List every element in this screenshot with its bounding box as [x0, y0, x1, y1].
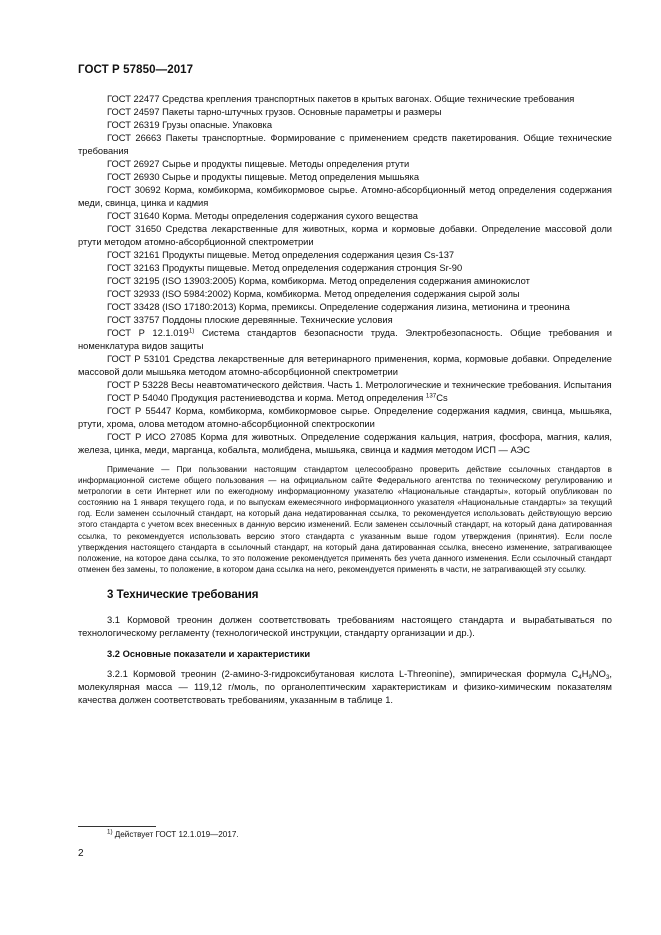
reference-entry: ГОСТ 32161 Продукты пищевые. Метод определения содержания цезия Cs-137 [107, 250, 455, 260]
page-number: 2 [78, 848, 84, 859]
isotope-mass-number: 137 [425, 392, 437, 400]
clause-3-1: 3.1 Кормовой треонин должен соответствовать требованиям настоящего стандарта и вырабатываться по технологическому регламенту (технологической инструкции, стандарту организации и др.). [78, 614, 612, 638]
reference-entry: ГОСТ Р 53228 Весы неавтоматического действия. Часть 1. Метрологические и технические требования. Испытания [107, 380, 612, 390]
section-title: 3 Технические требования [107, 588, 259, 601]
note-paragraph: Примечание — При пользовании настоящим стандартом целесообразно проверить действие ссылочных стандартов в информационной системе общего пользования — на официальном сайте Федерального агентства по техническому регулированию и метрологии в сети Интернет или по ежегодному информационному указателю «Национальные стандарты», который опубликован по состоянию на 1 января текущего года, и по выпускам ежемесячного информационного указателя «Национальные стандарты» за текущий год. Если заменен ссылочный стандарт, на который дана недатированная ссылка, то рекомендуется использовать действующую версию этого стандарта с учетом всех внесенных в данную версию изменений. Если заменен ссылочный стандарт, на который дана датированная ссылка, то рекомендуется использовать версию этого стандарта с указанным выше годом утверждения (принятия). Если после утверждения настоящего стандарта в ссылочный стандарт, на который дана датированная ссылка, внесено изменение, затрагивающее положение, на которое дана ссылка, то это положение рекомендуется применять без учета данного изменения. Если ссылочный стандарт отменен без замены, то положение, в котором дана ссылка на него, рекомендуется применять в части, не затрагивающей эту ссылку. [78, 465, 612, 574]
formula-subscript: 4 [578, 673, 582, 681]
footnote-text: Действует ГОСТ 12.1.019—2017. [112, 830, 239, 839]
clause-text: , молекулярная масса — 119,12 г/моль, по органолептическим характеристикам и физико-химическим показателям качества должен соответствовать требованиям, указанным в таблице 1. [78, 668, 612, 705]
reference-entry: ГОСТ 33428 (ISO 17180:2013) Корма, премиксы. Определение содержания лизина, метионина и треонина [107, 302, 570, 312]
reference-entry: ГОСТ 32163 Продукты пищевые. Метод определения содержания стронция Sr-90 [107, 263, 463, 273]
reference-title: Система стандартов безопасности труда. Электробезопасность. Общие требования и номенклатура видов защиты [78, 328, 612, 351]
reference-entry: ГОСТ 33757 Поддоны плоские деревянные. Технические условия [107, 315, 393, 325]
reference-title: ГОСТ Р 54040 Продукция растениеводства и корма. Метод определения [107, 393, 426, 403]
reference-entry: ГОСТ Р 53101 Средства лекарственные для ветеринарного применения, корма, кормовые добавки. Определение массовой доли мышьяка методом атомно-абсорбционной спектрометрии [78, 354, 612, 377]
reference-entry: ГОСТ 26927 Сырье и продукты пищевые. Методы определения ртути [107, 159, 410, 169]
reference-entry: ГОСТ 32195 (ISO 13903:2005) Корма, комбикорма. Метод определения содержания аминокислот [107, 276, 530, 286]
reference-entry: ГОСТ 22477 Средства крепления транспортных пакетов в крытых вагонах. Общие технические требования [107, 94, 575, 104]
isotope-symbol: Cs [436, 393, 448, 403]
reference-entry-12-1-019 [78, 327, 612, 353]
reference-entry: ГОСТ Р ИСО 27085 Корма для животных. Определение содержания кальция, натрия, фосфора, магния, калия, железа, цинка, меди, марганца, кобальта, молибдена, мышьяка, свинца и кадмия методом ИСП — АЭС [78, 432, 612, 455]
reference-entry: ГОСТ Р 55447 Корма, комбикорма, комбикормовое сырье. Определение содержания кадмия, свинца, мышьяка, ртути, хрома, олова методом атомно-абсорбционной спектроскопии [78, 406, 612, 429]
clause-3-2-1 [78, 668, 612, 707]
formula-element: NO [591, 668, 606, 679]
reference-code: ГОСТ Р 12.1.019 [107, 328, 189, 338]
reference-entry: ГОСТ 31640 Корма. Методы определения содержания сухого вещества [107, 211, 418, 221]
reference-entry: ГОСТ 32933 (ISO 5984:2002) Корма, комбикорма. Метод определения содержания сырой золы [107, 289, 520, 299]
footnote-marker: 1) [188, 327, 195, 335]
footnote-marker: 1) [107, 828, 113, 836]
clause-text: 3.2.1 Кормовой треонин (2-амино-3-гидроксибутановая кислота L-Threonine), эмпирическая формула C [107, 668, 579, 679]
footnote [107, 830, 239, 839]
formula-element: H [581, 668, 589, 679]
footnote-divider [78, 826, 156, 827]
reference-entry: ГОСТ 30692 Корма, комбикорма, комбикормовое сырье. Атомно-абсорбционный метод определения содержания меди, свинца, цинка и кадмия [78, 185, 612, 208]
reference-entry: ГОСТ 26319 Грузы опасные. Упаковка [107, 120, 273, 130]
reference-entry: ГОСТ 26930 Сырье и продукты пищевые. Метод определения мышьяка [107, 172, 420, 182]
reference-entry: ГОСТ 24597 Пакеты тарно-штучных грузов. Основные параметры и размеры [107, 107, 442, 117]
formula-subscript: 9 [588, 673, 592, 681]
page-header-standard: ГОСТ Р 57850—2017 [78, 64, 194, 76]
reference-entry-54040 [78, 392, 612, 405]
reference-entry: ГОСТ 31650 Средства лекарственные для животных, корма и кормовые добавки. Определение массовой доли ртути методом атомно-абсорбционной спектрометрии [78, 224, 612, 247]
formula-subscript: 3 [605, 673, 610, 681]
reference-entry: ГОСТ 26663 Пакеты транспортные. Формирование с применением средств пакетирования. Общие технические требования [78, 133, 612, 156]
document-body [78, 93, 612, 707]
subsection-title: 3.2 Основные показатели и характеристики [107, 648, 311, 659]
